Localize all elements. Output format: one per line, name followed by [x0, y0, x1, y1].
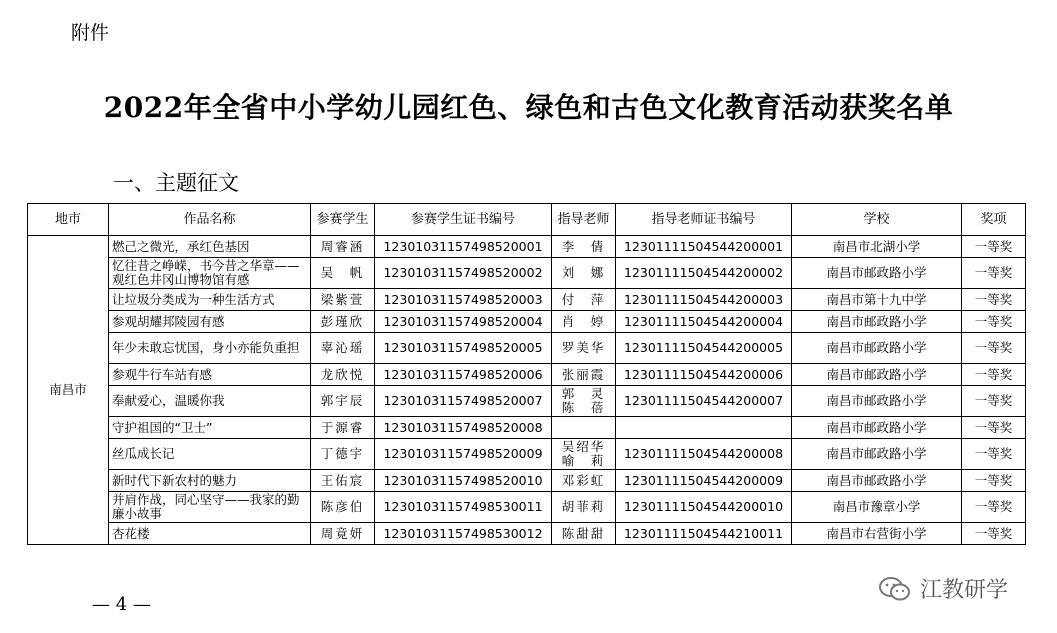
cell-student-cert: 12301031157498530011 — [375, 492, 552, 523]
cell-school: 南昌市邮政路小学 — [792, 311, 962, 333]
cell-teacher: 张丽霞 — [552, 364, 616, 386]
cell-work-title: 年少未敢忘忧国，身小亦能负重担 — [109, 333, 311, 364]
table-row — [28, 439, 1026, 470]
cell-student: 周竟妍 — [311, 523, 375, 545]
cell-student-cert: 12301031157498520003 — [375, 289, 552, 311]
cell-teacher-cert: 12301111504544200002 — [616, 258, 792, 289]
table-row — [28, 417, 1026, 439]
table-row — [28, 470, 1026, 492]
table-row — [28, 258, 1026, 289]
header-student: 参赛学生 — [311, 204, 375, 236]
section-heading: 一、主题征文 — [113, 171, 239, 195]
cell-teacher-cert: 12301111504544200001 — [616, 236, 792, 258]
cell-award: 一等奖 — [962, 492, 1026, 523]
cell-student: 于源睿 — [311, 417, 375, 439]
header-student-cert: 参赛学生证书编号 — [375, 204, 552, 236]
cell-award: 一等奖 — [962, 386, 1026, 417]
cell-award: 一等奖 — [962, 523, 1026, 545]
cell-award: 一等奖 — [962, 364, 1026, 386]
cell-teacher: 郭 灵 陈 蓓 — [552, 386, 616, 417]
table-row — [28, 333, 1026, 364]
watermark-text: 江教研学 — [920, 578, 1009, 603]
header-work-title: 作品名称 — [109, 204, 311, 236]
cell-award: 一等奖 — [962, 289, 1026, 311]
cell-award: 一等奖 — [962, 417, 1026, 439]
cell-teacher: 肖 婷 — [552, 311, 616, 333]
watermark — [878, 573, 1008, 604]
table-row — [28, 311, 1026, 333]
cell-teacher: 刘 娜 — [552, 258, 616, 289]
cell-award: 一等奖 — [962, 311, 1026, 333]
cell-school: 南昌市邮政路小学 — [792, 258, 962, 289]
cell-work-title: 守护祖国的“卫士” — [109, 417, 311, 439]
cell-teacher-cert: 12301111504544200004 — [616, 311, 792, 333]
cell-teacher-cert: 12301111504544210011 — [616, 523, 792, 545]
table-row — [28, 236, 1026, 258]
cell-student-cert: 12301031157498520007 — [375, 386, 552, 417]
cell-student: 陈彦伯 — [311, 492, 375, 523]
cell-teacher: 李 倩 — [552, 236, 616, 258]
cell-teacher — [552, 417, 616, 439]
header-teacher-cert: 指导老师证书编号 — [616, 204, 792, 236]
table-header-row — [28, 204, 1026, 236]
cell-student-cert: 12301031157498520009 — [375, 439, 552, 470]
cell-student: 郭宇辰 — [311, 386, 375, 417]
cell-student: 梁紫萱 — [311, 289, 375, 311]
cell-teacher: 胡菲莉 — [552, 492, 616, 523]
cell-work-title: 并肩作战，同心坚守——我家的勤廉小故事 — [109, 492, 311, 523]
table-body — [28, 236, 1026, 545]
cell-teacher: 吴绍华 喻 莉 — [552, 439, 616, 470]
cell-work-title: 参观胡耀邦陵园有感 — [109, 311, 311, 333]
cell-award: 一等奖 — [962, 333, 1026, 364]
header-teacher: 指导老师 — [552, 204, 616, 236]
cell-award: 一等奖 — [962, 470, 1026, 492]
cell-teacher-cert: 12301111504544200003 — [616, 289, 792, 311]
cell-teacher-cert: 12301111504544200005 — [616, 333, 792, 364]
table-row — [28, 386, 1026, 417]
cell-teacher-cert — [616, 417, 792, 439]
cell-teacher-cert: 12301111504544200010 — [616, 492, 792, 523]
cell-work-title: 忆往昔之峥嵘，书今昔之华章——观红色井冈山博物馆有感 — [109, 258, 311, 289]
header-award: 奖项 — [962, 204, 1026, 236]
cell-teacher: 邓彩虹 — [552, 470, 616, 492]
cell-student: 周睿涵 — [311, 236, 375, 258]
cell-student: 丁德宇 — [311, 439, 375, 470]
wechat-icon — [878, 576, 912, 602]
cell-work-title: 丝瓜成长记 — [109, 439, 311, 470]
cell-student-cert: 12301031157498520005 — [375, 333, 552, 364]
attachment-label: 附件 — [71, 22, 110, 44]
cell-work-title: 参观牛行车站有感 — [109, 364, 311, 386]
cell-school: 南昌市邮政路小学 — [792, 333, 962, 364]
header-school: 学校 — [792, 204, 962, 236]
cell-work-title: 燃己之微光，承红色基因 — [109, 236, 311, 258]
header-city: 地市 — [28, 204, 109, 236]
cell-student-cert: 12301031157498520010 — [375, 470, 552, 492]
table-row — [28, 289, 1026, 311]
cell-student-cert: 12301031157498530012 — [375, 523, 552, 545]
cell-city: 南昌市 — [28, 236, 109, 545]
cell-school: 南昌市邮政路小学 — [792, 386, 962, 417]
cell-teacher-cert: 12301111504544200009 — [616, 470, 792, 492]
cell-school: 南昌市第十九中学 — [792, 289, 962, 311]
cell-student-cert: 12301031157498520008 — [375, 417, 552, 439]
cell-work-title: 让垃圾分类成为一种生活方式 — [109, 289, 311, 311]
cell-award: 一等奖 — [962, 439, 1026, 470]
page-number: — 4 — — [92, 594, 151, 615]
cell-student: 龙欣悦 — [311, 364, 375, 386]
cell-student-cert: 12301031157498520006 — [375, 364, 552, 386]
cell-teacher-cert: 12301111504544200007 — [616, 386, 792, 417]
cell-school: 南昌市邮政路小学 — [792, 417, 962, 439]
cell-student-cert: 12301031157498520001 — [375, 236, 552, 258]
cell-student: 王佑宸 — [311, 470, 375, 492]
cell-teacher: 罗美华 — [552, 333, 616, 364]
cell-teacher: 付 萍 — [552, 289, 616, 311]
cell-work-title: 杏花楼 — [109, 523, 311, 545]
table-row — [28, 364, 1026, 386]
cell-school: 南昌市邮政路小学 — [792, 439, 962, 470]
cell-teacher: 陈甜甜 — [552, 523, 616, 545]
cell-school: 南昌市北湖小学 — [792, 236, 962, 258]
awards-table — [27, 203, 1026, 545]
cell-teacher-cert: 12301111504544200008 — [616, 439, 792, 470]
cell-award: 一等奖 — [962, 258, 1026, 289]
cell-student: 吴 帆 — [311, 258, 375, 289]
page-title: 2022年全省中小学幼儿园红色、绿色和古色文化教育活动获奖名单 — [103, 91, 954, 124]
cell-school: 南昌市豫章小学 — [792, 492, 962, 523]
cell-award: 一等奖 — [962, 236, 1026, 258]
cell-work-title: 奉献爱心，温暖你我 — [109, 386, 311, 417]
cell-school: 南昌市右营街小学 — [792, 523, 962, 545]
cell-student-cert: 12301031157498520004 — [375, 311, 552, 333]
cell-student-cert: 12301031157498520002 — [375, 258, 552, 289]
cell-student: 辜沁瑶 — [311, 333, 375, 364]
cell-work-title: 新时代下新农村的魅力 — [109, 470, 311, 492]
table-row — [28, 523, 1026, 545]
cell-student: 彭瑾欣 — [311, 311, 375, 333]
cell-school: 南昌市邮政路小学 — [792, 470, 962, 492]
cell-teacher-cert: 12301111504544200006 — [616, 364, 792, 386]
cell-school: 南昌市邮政路小学 — [792, 364, 962, 386]
table-row — [28, 492, 1026, 523]
